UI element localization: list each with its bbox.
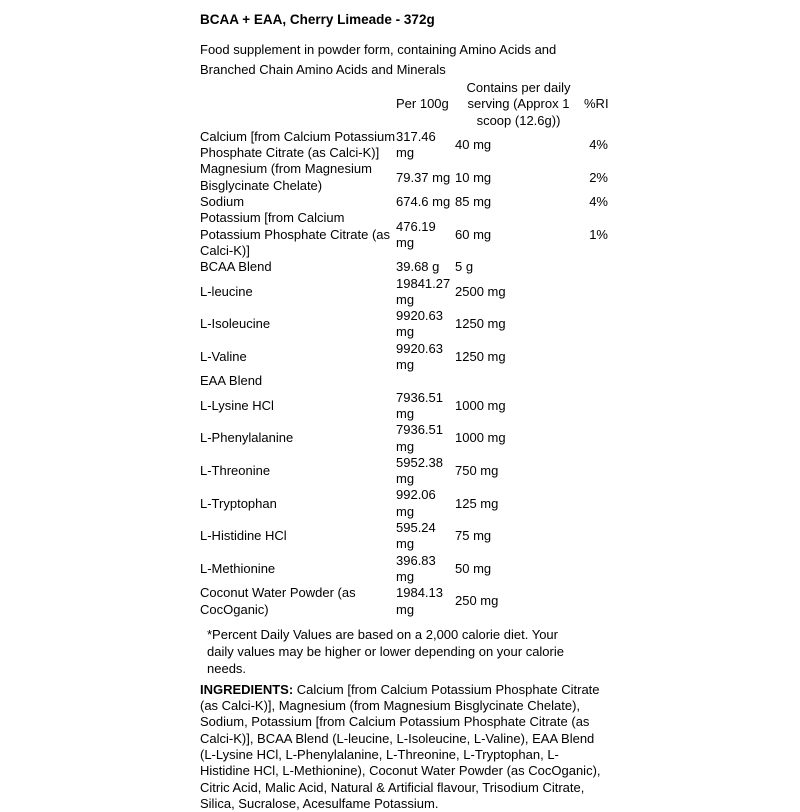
daily-values-footnote: *Percent Daily Values are based on a 2,000 calorie diet. Your daily values may be higher or lower depending on your calorie needs.	[207, 626, 564, 676]
ri-cell	[584, 308, 608, 341]
per-serving-cell: 10 mg	[455, 169, 492, 185]
nutrition-rows	[200, 129, 608, 618]
table-row	[200, 422, 608, 455]
ingredients-paragraph	[200, 682, 608, 812]
ingredients-label: INGREDIENTS:	[200, 681, 294, 697]
per-100g-cell: 674.6 mg	[396, 194, 451, 210]
ri-cell	[584, 276, 608, 309]
table-row	[200, 259, 608, 275]
nutrient-name-cell: EAA Blend	[200, 373, 263, 389]
nutrient-name-cell: Calcium [from Calcium Potassium Phosphate Citrate (as Calci-K)]	[200, 128, 396, 161]
per-serving-cell: 50 mg	[455, 560, 492, 576]
nutrient-name-cell: Magnesium (from Magnesium Bisglycinate Chelate)	[200, 161, 372, 193]
ri-cell	[584, 585, 608, 618]
table-row	[200, 194, 608, 210]
per-100g-cell: 595.24 mg	[396, 520, 436, 552]
nutrition-table-header-row	[200, 80, 608, 129]
table-row	[200, 161, 608, 194]
nutrient-name-cell: L-Lysine HCl	[200, 397, 274, 413]
nutrient-name-cell: L-Histidine HCl	[200, 528, 287, 544]
nutrient-name-cell: BCAA Blend	[200, 259, 272, 275]
per-serving-cell: 75 mg	[455, 528, 492, 544]
per-serving-cell: 1000 mg	[455, 397, 506, 413]
supplement-facts-panel	[200, 8, 608, 812]
col-header-ri: %RI	[584, 96, 609, 112]
nutrient-name-cell: Coconut Water Powder (as CocOganic)	[200, 585, 356, 617]
per-serving-cell: 250 mg	[455, 593, 499, 609]
ri-cell: 4%	[589, 194, 608, 210]
per-serving-cell	[453, 373, 584, 389]
table-row	[200, 341, 608, 374]
per-100g-cell: 7936.51 mg	[396, 389, 443, 421]
ri-cell	[584, 553, 608, 586]
page-title: BCAA + EAA, Cherry Limeade - 372g	[200, 12, 435, 27]
per-serving-cell: 1250 mg	[455, 348, 506, 364]
per-100g-cell: 476.19 mg	[396, 218, 436, 250]
ri-cell	[584, 341, 608, 374]
table-row	[200, 210, 608, 259]
table-row	[200, 129, 608, 162]
per-100g-cell: 396.83 mg	[396, 552, 436, 584]
per-serving-cell: 40 mg	[455, 137, 492, 153]
per-100g-cell	[396, 373, 453, 389]
nutrient-name-cell: L-Threonine	[200, 462, 271, 478]
per-100g-cell: 79.37 mg	[396, 169, 451, 185]
per-100g-cell: 9920.63 mg	[396, 308, 443, 340]
ingredients-text: Calcium [from Calcium Potassium Phosphate Citrate (as Calci-K)], Magnesium (from Magnesium Bisglycinate Chelate), Sodium, Potassium [from Calcium Potassium Phosphate Citrate (as Calci-K)], BCAA Blend (L-leucine, L-Isoleucine, L-Valine), EAA Blend (L-Lysine HCl, L-Phenylalanine, L-Threonine, L-Tryptophan, L-Histidine HCl, L-Methionine), Coconut Water Powder (as CocOganic), Citric Acid, Malic Acid, Natural & Artificial flavour, Trisodium Citrate, Silica, Sucralose, Acesulfame Potassium.	[200, 681, 601, 811]
ri-cell	[584, 422, 608, 455]
ri-cell	[584, 259, 608, 275]
ri-cell	[584, 487, 608, 520]
col-header-per-100g: Per 100g	[396, 96, 449, 112]
col-header-per-serving: Contains per daily serving (Approx 1 scoop (12.6g))	[466, 80, 571, 128]
table-row	[200, 373, 608, 389]
nutrient-name-cell: L-Phenylalanine	[200, 430, 294, 446]
per-serving-cell: 750 mg	[455, 462, 499, 478]
nutrition-table	[200, 80, 608, 618]
nutrient-name-cell: L-leucine	[200, 283, 253, 299]
table-row	[200, 455, 608, 488]
per-100g-cell: 9920.63 mg	[396, 340, 443, 373]
table-row	[200, 487, 608, 520]
table-row	[200, 308, 608, 341]
per-serving-cell: 1000 mg	[455, 430, 506, 446]
ri-cell: 1%	[589, 226, 608, 242]
per-serving-cell: 2500 mg	[455, 283, 506, 299]
per-100g-cell: 39.68 g	[396, 259, 440, 275]
per-serving-cell: 85 mg	[455, 194, 492, 210]
per-serving-cell: 125 mg	[455, 495, 499, 511]
nutrient-name-cell: L-Valine	[200, 348, 247, 364]
ri-cell	[584, 455, 608, 488]
nutrient-name-cell: L-Methionine	[200, 560, 276, 576]
ri-cell: 4%	[589, 137, 608, 153]
per-100g-cell: 5952.38 mg	[396, 454, 443, 487]
table-row	[200, 520, 608, 553]
per-serving-cell: 60 mg	[455, 226, 492, 242]
ri-cell: 2%	[589, 169, 608, 185]
ri-cell	[584, 373, 608, 389]
table-row	[200, 553, 608, 586]
nutrient-name-cell: L-Isoleucine	[200, 316, 271, 332]
nutrient-name-cell: Sodium	[200, 194, 245, 210]
per-100g-cell: 317.46 mg	[396, 128, 436, 161]
ri-cell	[584, 520, 608, 553]
ri-cell	[584, 390, 608, 423]
table-row	[200, 585, 608, 618]
product-description: Food supplement in powder form, containing Amino Acids and Branched Chain Amino Acids and Minerals	[200, 42, 557, 77]
table-row	[200, 276, 608, 309]
col-header-nutrient	[200, 80, 396, 129]
nutrient-name-cell: Potassium [from Calcium Potassium Phosphate Citrate (as Calci-K)]	[200, 210, 391, 258]
per-100g-cell: 7936.51 mg	[396, 422, 443, 454]
per-100g-cell: 19841.27 mg	[396, 275, 451, 307]
nutrient-name-cell: L-Tryptophan	[200, 495, 277, 511]
per-100g-cell: 992.06 mg	[396, 487, 436, 519]
table-row	[200, 390, 608, 423]
per-100g-cell: 1984.13 mg	[396, 585, 443, 617]
per-serving-cell: 5 g	[455, 259, 474, 275]
per-serving-cell: 1250 mg	[455, 316, 506, 332]
